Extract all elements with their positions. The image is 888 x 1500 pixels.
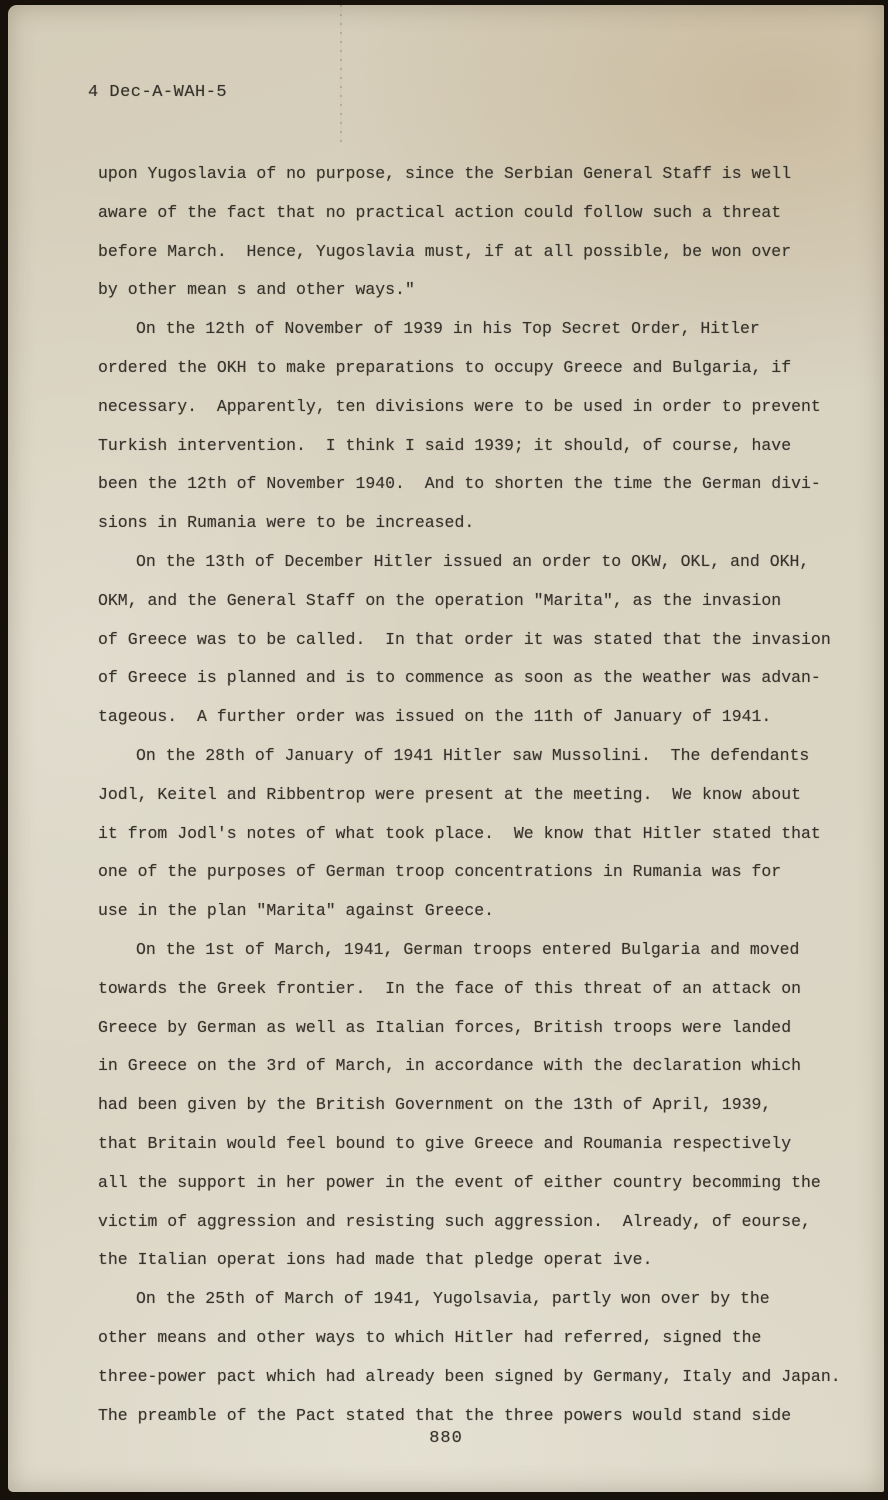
text-line: one of the purposes of German troop concentrations in Rumania was for xyxy=(98,862,782,882)
text-line: in Greece on the 3rd of March, in accordance with the declaration which xyxy=(98,1056,802,1076)
text-line: On the 1st of March, 1941, German troops entered Bulgaria and moved xyxy=(136,939,800,959)
text-line: had been given by the British Government on the 13th of April, 1939, xyxy=(98,1095,772,1115)
text-line: On the 25th of March of 1941, Yugolsavia, partly won over by the xyxy=(136,1289,770,1309)
paper-crease xyxy=(340,5,342,143)
text-line: aware of the fact that no practical action could follow such a threat xyxy=(98,202,782,222)
text-line: Jodl, Keitel and Ribbentrop were present at the meeting. We know about xyxy=(98,784,802,804)
text-line: that Britain would feel bound to give Greece and Roumania respectively xyxy=(98,1133,792,1153)
text-line: upon Yugoslavia of no purpose, since the Serbian General Staff is well xyxy=(98,164,792,183)
text-line: use in the plan "Marita" against Greece. xyxy=(98,901,495,921)
text-line: victim of aggression and resisting such aggression. Already, of eourse, xyxy=(98,1211,811,1231)
text-line: all the support in her power in the event of either country becomming the xyxy=(98,1172,821,1192)
text-line: sions in Rumania were to be increased. xyxy=(98,513,475,533)
text-line: by other mean s and other ways." xyxy=(98,280,415,300)
text-line: three-power pact which had already been signed by Germany, Italy and Japan. xyxy=(98,1366,841,1386)
text-line: towards the Greek frontier. In the face of this threat of an attack on xyxy=(98,978,802,998)
text-line: Greece by German as well as Italian forces, British troops were landed xyxy=(98,1017,792,1037)
text-line: it from Jodl's notes of what took place. We know that Hitler stated that xyxy=(98,823,821,843)
text-line: other means and other ways to which Hitler had referred, signed the xyxy=(98,1327,762,1347)
text-line: OKM, and the General Staff on the operation "Marita", as the invasion xyxy=(98,590,782,610)
page-number: 880 xyxy=(429,1429,463,1448)
text-line: ordered the OKH to make preparations to occupy Greece and Bulgaria, if xyxy=(98,357,792,377)
text-line: On the 13th of December Hitler issued an order to OKW, OKL, and OKH, xyxy=(136,551,810,571)
text-line: The preamble of the Pact stated that the three powers would stand side xyxy=(98,1405,792,1425)
text-line: the Italian operat ions had made that pledge operat ive. xyxy=(98,1250,653,1270)
text-line: On the 28th of January of 1941 Hitler saw Mussolini. The defendants xyxy=(136,745,810,765)
text-line: been the 12th of November 1940. And to shorten the time the German divi- xyxy=(98,474,821,494)
text-line: tageous. A further order was issued on the 11th of January of 1941. xyxy=(98,707,772,727)
text-line: of Greece is planned and is to commence as soon as the weather was advan- xyxy=(98,668,821,688)
document-header: 4 Dec-A-WAH-5 xyxy=(88,83,228,102)
text-line: of Greece was to be called. In that order it was stated that the invasion xyxy=(98,629,831,649)
document-page xyxy=(8,5,884,1492)
document-body xyxy=(98,155,858,1435)
text-line: Turkish intervention. I think I said 1939; it should, of course, have xyxy=(98,435,792,455)
text-line: On the 12th of November of 1939 in his Top Secret Order, Hitler xyxy=(136,319,760,339)
text-line: necessary. Apparently, ten divisions were to be used in order to prevent xyxy=(98,396,821,416)
text-line: before March. Hence, Yugoslavia must, if at all possible, be won over xyxy=(98,241,792,261)
